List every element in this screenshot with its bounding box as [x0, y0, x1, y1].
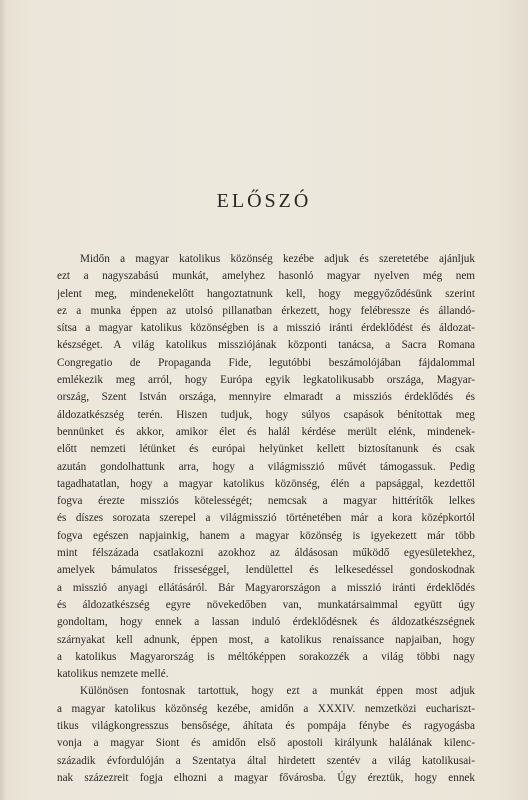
text-line: azután gondolhattunk arra, hogy a világmisszió művét támogassuk. Pedig [57, 460, 475, 473]
text-line: készséget. A világ katolikus missziójának központi tanácsa, a Sacra Romana [57, 339, 475, 352]
text-line: Különösen fontosnak tartottuk, hogy ezt a munkát éppen most adjuk [80, 685, 475, 698]
text-line: a katolikus Magyarország is méltóképpen sorakozzék a világ többi nagy [57, 650, 475, 663]
text-line: és díszes sorozata szerepel a világmisszió történetében már a kora középkortól [57, 512, 475, 525]
text-line: tagadhatatlan, hogy a magyar katolikus közönség, élén a papsággal, kezdettől [57, 477, 475, 490]
text-line: fogva egészen napjainkig, hanem a magyar közönség is igyekezett már több [57, 529, 475, 542]
page-title: ELŐSZÓ [216, 190, 312, 212]
text-line: Congregatio de Propaganda Fide, legutóbbi beszámolójában fájdalommal [57, 356, 475, 369]
text-line: ez a munka éppen az utolsó pillanatban érkezett, hogy felébressze és állandó- [57, 304, 475, 317]
text-line: a misszió anyagi ellátásáról. Bár Magyarországon a misszió iránti érdeklődés [57, 581, 475, 594]
text-line: és áldozatkészség egyre növekedőben van, munkatársaimmal együtt úgy [57, 598, 475, 611]
text-line: szárnyakat kell adnunk, éppen most, a katolikus renaissance napjaiban, hogy [57, 633, 475, 646]
text-line: ezt a nagyszabású munkát, amelyhez hasonló magyar nyelven még nem [57, 270, 475, 283]
text-line: gondoltam, hogy ennek a lassan induló érdeklődésnek és áldozatkészségnek [57, 616, 475, 629]
spine-shadow [0, 0, 6, 800]
text-line: bennünket és akkor, amikor élet és halál kérdése merült elénk, mindenek- [57, 425, 475, 438]
text-line: fogva érezte missziós kötelességét; nemcsak a magyar hittérítők lelkes [57, 495, 475, 508]
text-line: századik évfordulóján a Szentatya által hirdetett szentév a világ katolikusai- [57, 754, 475, 767]
text-line: katolikus nemzete mellé. [57, 668, 169, 681]
text-line: a magyar katolikus közönség kezébe, amidőn a XXXIV. nemzetközi euchariszt- [57, 702, 475, 715]
text-line: áldozatkészség terén. Hiszen tudjuk, hogy súlyos csapások bénítottak meg [57, 408, 475, 421]
text-line: mint félszázada csatlakozni azokhoz az áldásosan működő egyesületekhez, [57, 547, 475, 560]
text-line: jelent meg, mindenekelőtt hangoztatnunk kell, hogy meggyőződésünk szerint [57, 287, 475, 300]
text-line: sítsa a magyar katolikus közönségben is a misszió iránti érdeklődést és áldozat- [57, 322, 475, 335]
text-line: nak százezreit fogja elhozni a magyar fővárosba. Úgy éreztük, hogy ennek [57, 771, 475, 784]
text-line: ország, Szent István országa, mennyire elmaradt a missziós érdeklődés és [57, 391, 475, 404]
foreword-body [57, 251, 475, 787]
text-line: amelyek bámulatos frisseséggel, lendülettel és lelkesedéssel gondoskodnak [57, 564, 475, 577]
text-line: előtt nemzeti létünket és európai helyünket kellett biztosítanunk és csak [57, 443, 475, 456]
text-line: Midőn a magyar katolikus közönség kezébe adjuk és szeretetébe ajánljuk [80, 253, 475, 265]
text-line: vonja a magyar Siont és amidőn első apostoli királyunk halálának kilenc- [57, 737, 475, 750]
text-line: tikus világkongresszus bensősége, áhítata és pompája fénybe és ragyogásba [57, 720, 475, 733]
text-line: emlékezik meg arról, hogy Európa egyik legkatolikusabb országa, Magyar- [57, 374, 475, 387]
